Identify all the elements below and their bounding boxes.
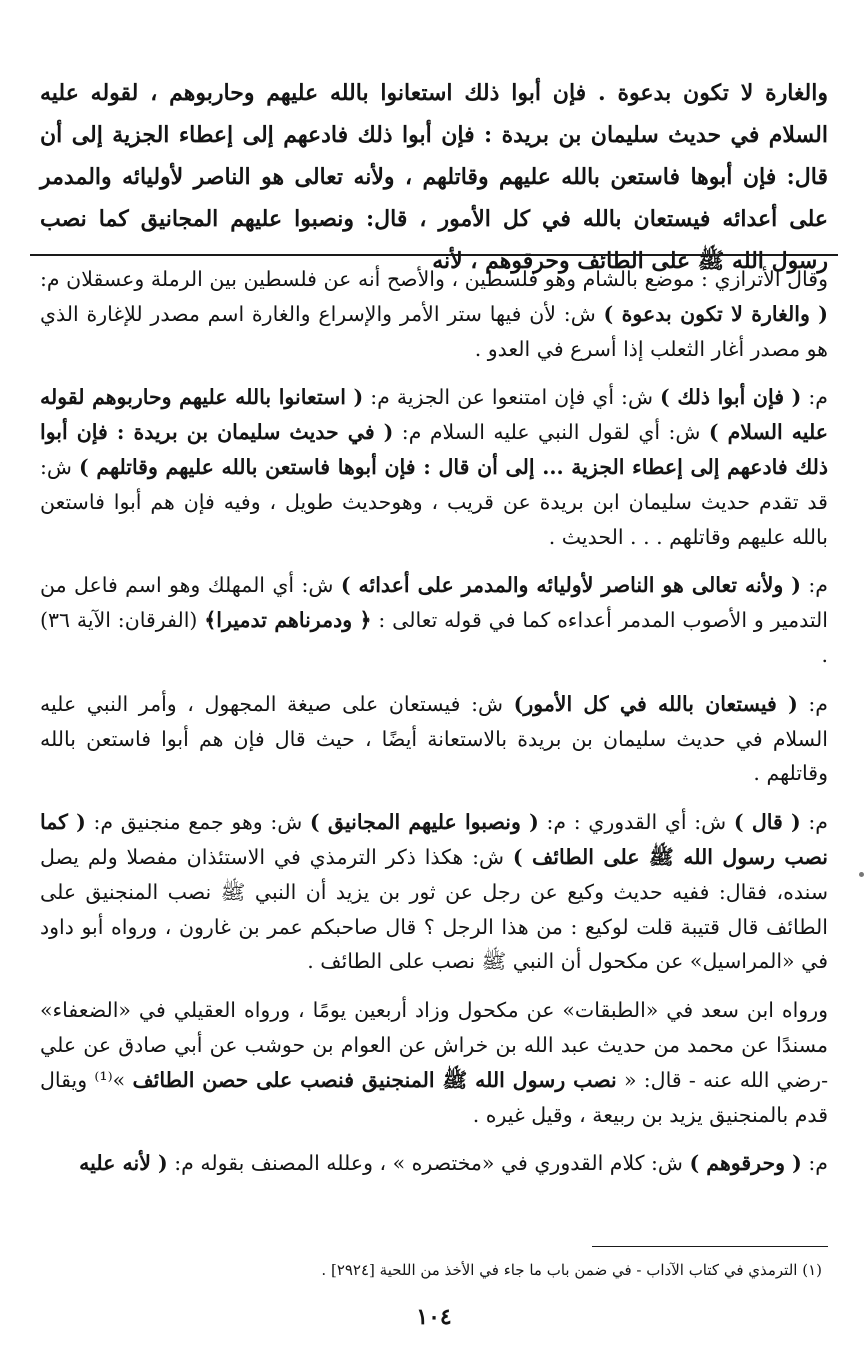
matn-quote: ( استعانوا بالله عليهم وحاربوهم لقوله عليه السلام ) xyxy=(40,385,828,445)
matn-quote: ( قال ) xyxy=(733,810,801,835)
sharh-text: ش: كلام القدوري في «مختصره » ، وعلله المصنف بقوله م: xyxy=(167,1151,690,1176)
sharh-text: ورواه ابن سعد في «الطبقات» عن مكحول وزاد أربعين يومًا ، ورواه العقيلي في «الضعفاء» مسندًا عن محمد من حديث عبد الله بن خراش عن العوام بن حوشب عن أبي صادق عن علي -رضي الله عنه - قال: « xyxy=(40,998,828,1092)
sharh-text: ش: هكذا ذكر الترمذي في الاستئذان مفصلا ولم يصل سنده، فقال: ففيه حديث وكيع عن رجل عن ثور بن يزيد أن النبي ﷺ نصب المنجنيق على الطائف قال قتيبة قلت لوكيع : من هذا الرجل ؟ قال صاحبكم عمر بن غارون ، ورواه أبو داود في «المراسيل» عن مكحول أن النبي ﷺ نصب على الطائف . xyxy=(40,844,828,974)
commentary-paragraph xyxy=(40,568,828,672)
margin-dot xyxy=(859,872,864,877)
sharh-text: ش: قد تقدم حديث سليمان ابن بريدة عن قريب ، وهوحديث طويل ، وفيه فإن هم أبوا فاستعن بالله عليهم وقاتلهم . . . الحديث . xyxy=(40,454,828,549)
matn-quote: ( وحرقوهم ) xyxy=(689,1151,802,1176)
footnote-divider xyxy=(592,1246,828,1247)
sharh-text: ش: أي فإن امتنعوا عن الجزية م: xyxy=(363,385,660,410)
commentary-paragraph xyxy=(40,805,828,979)
sharh-text: وقال الأترازي : موضع بالشام وهو فلسطين ، والأصح أنه عن فلسطين بين الرملة وعسقلان م: xyxy=(40,267,828,291)
commentary-paragraph xyxy=(40,262,828,366)
matn-quote: نصب رسول الله ﷺ المنجنيق فنصب على حصن الطائف xyxy=(132,1067,617,1092)
matn-quote: ﴿ ودمرناهم تدميرا﴾ xyxy=(204,608,372,633)
sharh-text: م: xyxy=(800,810,829,835)
commentary-paragraph xyxy=(40,687,828,791)
commentary-section xyxy=(40,262,828,1195)
sharh-text: م: xyxy=(801,1151,828,1176)
matn-quote: ( والغارة لا تكون بدعوة ) xyxy=(603,301,829,326)
footnote: (١) الترمذي في كتاب الآداب - في ضمن باب ما جاء في الأخذ من اللحية [٢٩٢٤] . xyxy=(321,1261,822,1279)
commentary-paragraph xyxy=(40,1146,828,1181)
sharh-text: »⁽¹⁾ ويقال قدم بالمنجنيق يزيد بن ربيعة ، وقيل غيره . xyxy=(40,1067,828,1127)
matn-quote: ( ولأنه تعالى هو الناصر لأوليائه والمدمر على أعدائه ) xyxy=(340,573,802,598)
sharh-text: ش: أي القدوري : م: xyxy=(538,810,734,835)
commentary-paragraph xyxy=(40,993,828,1132)
page-number: ١٠٤ xyxy=(416,1304,452,1330)
sharh-text: ش: أي المهلك وهو اسم فاعل من التدمير و الأصوب المدمر أعداءه كما في قوله تعالى : xyxy=(40,573,828,633)
sharh-text: ش: فيستعان على صيغة المجهول ، وأمر النبي عليه السلام في حديث سليمان بن بريدة بالاستعانة أيضًا ، حيث قال فإن هم أبوا فاستعن بالله وقاتلهم . xyxy=(40,691,828,786)
sharh-text: ش: وهو جمع منجنيق م: xyxy=(85,810,310,835)
matn-quote: ( فإن أبوا ذلك ) xyxy=(659,385,802,410)
sharh-text: م: xyxy=(797,691,828,716)
matn-quote: ( كما نصب رسول الله ﷺ على الطائف ) xyxy=(40,810,828,869)
sharh-text: ش: أي لقول النبي عليه السلام م: xyxy=(393,420,709,445)
sharh-text: ش: لأن فيها ستر الأمر والإسراع والغارة اسم مصدر للإغارة الذي هو مصدر أغار الثعلب إذا أسرع في العدو . xyxy=(40,301,828,361)
section-divider xyxy=(30,254,838,256)
matn-quote: ( لأنه عليه xyxy=(79,1151,168,1176)
main-text: والغارة لا تكون بدعوة . فإن أبوا ذلك استعانوا بالله عليهم وحاربوهم ، لقوله عليه السلام في حديث سليمان بن بريدة : فإن أبوا ذلك فادعهم إلى إعطاء الجزية إلى أن قال: فإن أبوها فاستعن بالله عليهم وقاتلهم ، ولأنه تعالى هو الناصر لأوليائه والمدمر على أعدائه فيستعان بالله في كل الأمور ، قال: ونصبوا عليهم المجانيق كما نصب رسول الله ﷺ على الطائف وحرقوهم ، لأنه xyxy=(40,80,828,274)
matn-quote: ( فيستعان بالله في كل الأمور) xyxy=(513,691,798,716)
sharh-text: م: xyxy=(801,385,828,410)
sharh-text: (الفرقان: الآية ٣٦) . xyxy=(40,608,828,667)
sharh-text: م: xyxy=(801,573,828,598)
matn-quote: ( في حديث سليمان بن بريدة : فإن أبوا ذلك فادعهم إلى إعطاء الجزية ... إلى أن قال : فإن أبوها فاستعن بالله عليهم وقاتلهم ) xyxy=(40,420,828,479)
commentary-paragraph xyxy=(40,380,828,554)
matn-quote: ( ونصبوا عليهم المجانيق ) xyxy=(309,810,539,835)
